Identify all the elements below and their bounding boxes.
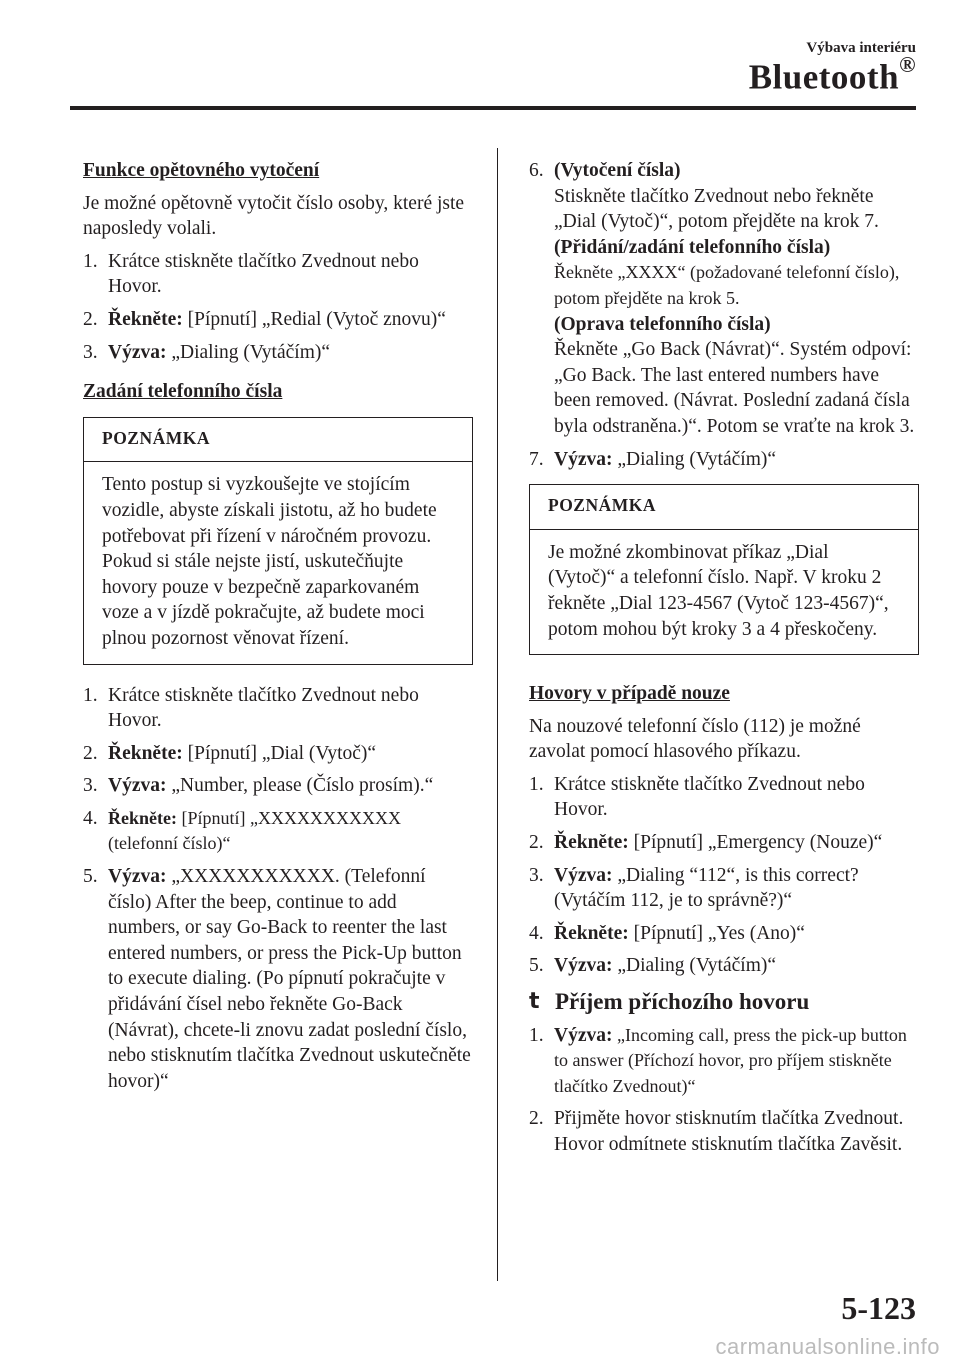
list-item: 3. Výzva: „Number, please (Číslo prosím).“ (83, 775, 434, 797)
page-header-subtitle: Výbava interiéru (806, 40, 916, 56)
header-rule (70, 106, 916, 110)
list-item: 5. Výzva: „XXXXXXXXXXX. (Telefonní číslo) After the beep, continue to add numbers, or say Go-Back to reenter the last entered numbers, or press the Pick-Up button to execute dialing. (Po pípnutí pokračujte v přidávání čísel nebo řekněte Go-Back (Návrat), chcete-li znovu zadat poslední číslo, nebo stisknutím tlačítka Zvednout uskutečněte hovor)“ (83, 866, 471, 1092)
list-item: 7. Výzva: „Dialing (Vytáčím)“ (529, 448, 777, 470)
redial-heading: Funkce opětovného vytočení (83, 160, 320, 181)
emergency-steps (529, 772, 919, 979)
list-item: 2. Řekněte: [Pípnutí] „Dial (Vytoč)“ (83, 742, 377, 764)
note-box (529, 484, 919, 655)
section-bullet-icon: t (529, 989, 540, 1015)
step-subheading: (Přidání/zadání telefonního čísla) (554, 236, 831, 258)
left-column (83, 158, 473, 1101)
column-divider (497, 148, 498, 1281)
redial-intro: Je možné opětovně vytočit číslo osoby, které jste naposledy volali. (83, 192, 465, 240)
step-text: Řekněte „Go Back (Návrat)“. Systém odpoví: „Go Back. The last entered numbers have been removed. (Návrat. Poslední zadaná čísla byla odstraněna.)“. Potom se vraťte na krok 3. (554, 339, 915, 437)
list-item: 1. Krátce stiskněte tlačítko Zvednout nebo Hovor. (529, 773, 865, 821)
page-number: 5-123 (841, 1290, 916, 1326)
step-subheading: (Vytočení čísla) (554, 160, 681, 181)
step-text: Stiskněte tlačítko Zvednout nebo řekněte „Dial (Vytoč)“, potom přejděte na krok 7. (554, 185, 879, 233)
list-item: 3. Výzva: „Dialing (Vytáčím)“ (83, 341, 331, 363)
list-item: 2. Přijměte hovor stisknutím tlačítka Zvednout. Hovor odmítnete stisknutím tlačítka Zavěsit. (529, 1108, 904, 1155)
emergency-intro: Na nouzové telefonní číslo (112) je možné zavolat pomocí hlasového příkazu. (529, 715, 861, 763)
step-text: Řekněte „XXXX“ (požadované telefonní číslo), potom přejděte na krok 5. (554, 262, 900, 308)
enter-number-heading: Zadání telefonního čísla (83, 381, 283, 403)
note-title: POZNÁMKA (84, 418, 472, 463)
list-item: 5. Výzva: „Dialing (Vytáčím)“ (529, 955, 777, 977)
note-text: Je možné zkombinovat příkaz „Dial (Vytoč)“ a telefonní číslo. Např. V kroku 2 řekněte „Dial 123-4567 (Vytoč 123-4567)“, potom mohou být kroky 3 a 4 přeskočeny. (548, 541, 889, 640)
list-item: 3. Výzva: „Dialing “112“, is this correct? (Vytáčím 112, je to správně?)“ (529, 864, 859, 912)
page-header-title: Bluetooth® (748, 52, 916, 97)
redial-steps (83, 249, 473, 365)
incoming-call-heading: t Příjem příchozího hovoru (529, 989, 810, 1015)
registered-mark: ® (899, 52, 916, 77)
list-item: 2. Řekněte: [Pípnutí] „Emergency (Nouze)“ (529, 832, 883, 854)
step-subheading: (Oprava telefonního čísla) (554, 313, 771, 335)
list-item: 6. (Vytočení čísla) Stiskněte tlačítko Zvednout nebo řekněte „Dial (Vytoč)“, potom přejděte na krok 7. (Přidání/zadání telefonního čísla) Řekněte „XXXX“ (požadované telefonní číslo), potom přejděte na krok 5. (Oprava telefonního čísla) Řekněte „Go Back (Návrat)“. Systém odpoví: „Go Back. The last entered numbers have been removed. (Návrat. Poslední zadaná čísla byla odstraněna.)“. Potom se vraťte na krok 3. (529, 160, 915, 437)
incoming-call-steps (529, 1023, 919, 1158)
note-text: Tento postup si vyzkoušejte ve stojícím vozidle, abyste získali jistotu, až ho budete potřebovat při řízení v náročném provozu. Pokud si stále nejste jistí, uskutečňujte hovory pouze v bezpečně zaparkovaném voze a v jízdě pokračujte, až budete moci plnou pozornost věnovat řízení. (102, 474, 437, 649)
right-column (529, 158, 919, 1165)
list-item: 2. Řekněte: [Pípnutí] „Redial (Vytoč znovu)“ (83, 308, 446, 330)
note-box (83, 417, 473, 665)
list-item: 4. Řekněte: [Pípnutí] „XXXXXXXXXXX (telefonní číslo)“ (83, 807, 401, 854)
watermark: carmanualsonline.info (715, 1334, 940, 1359)
list-item: 4. Řekněte: [Pípnutí] „Yes (Ano)“ (529, 922, 805, 944)
list-item: 1. Krátce stiskněte tlačítko Zvednout nebo Hovor. (83, 250, 419, 298)
step-text: Hovor odmítnete stisknutím tlačítka Zavěsit. (554, 1134, 903, 1155)
list-item: 1. Krátce stiskněte tlačítko Zvednout nebo Hovor. (83, 684, 419, 732)
enter-number-steps (83, 683, 473, 1095)
list-item: 1. Výzva: „Incoming call, press the pick-up button to answer (Příchozí hovor, pro příjem stiskněte tlačítko Zvednout)“ (529, 1024, 907, 1096)
note-title: POZNÁMKA (530, 485, 918, 530)
emergency-heading: Hovory v případě nouze (529, 683, 730, 705)
